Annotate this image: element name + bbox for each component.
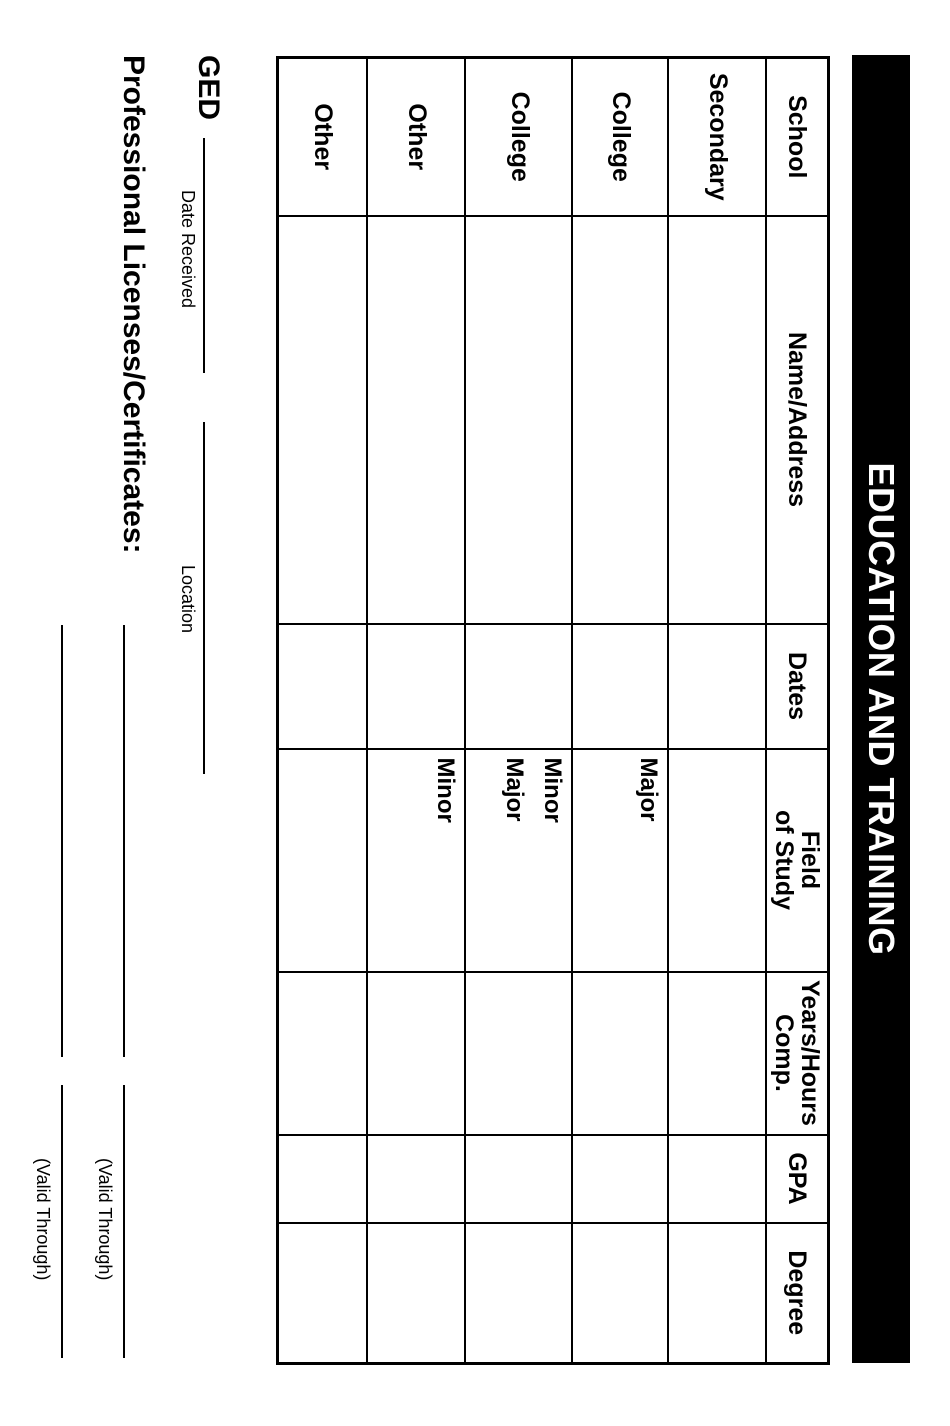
degree-cell[interactable]	[368, 1223, 466, 1364]
row-label-other: Other	[368, 58, 466, 216]
header-field-line2: of Study	[770, 810, 799, 910]
years-hours-cell[interactable]	[278, 972, 368, 1135]
license-1-line[interactable]	[123, 625, 125, 1057]
header-years-hours	[767, 972, 829, 1135]
minor-label: Minor	[432, 757, 460, 823]
dates-cell[interactable]	[573, 624, 669, 749]
gpa-cell[interactable]	[669, 1135, 767, 1223]
degree-cell[interactable]	[573, 1223, 669, 1364]
dates-cell[interactable]	[466, 624, 573, 749]
ged-location-line[interactable]	[203, 422, 205, 774]
field-of-study-cell[interactable]	[573, 749, 669, 972]
dates-cell[interactable]	[278, 624, 368, 749]
major-label: Major	[501, 757, 529, 822]
header-school: School	[767, 58, 829, 216]
degree-cell[interactable]	[466, 1223, 573, 1364]
years-hours-cell[interactable]	[466, 972, 573, 1135]
gpa-cell[interactable]	[368, 1135, 466, 1223]
minor-label: Minor	[539, 757, 567, 823]
header-years-line1: Years/Hours	[796, 980, 825, 1126]
ged-date-received-caption: Date Received	[178, 190, 198, 309]
license-2-valid-through-caption: (Valid Through)	[33, 1158, 53, 1281]
header-row	[767, 58, 829, 1364]
field-of-study-cell[interactable]	[368, 749, 466, 972]
gpa-cell[interactable]	[278, 1135, 368, 1223]
header-name-address: Name/Address	[767, 216, 829, 624]
years-hours-cell[interactable]	[669, 972, 767, 1135]
header-years-line2: Comp.	[770, 1014, 799, 1092]
dates-cell[interactable]	[669, 624, 767, 749]
name-address-cell[interactable]	[573, 216, 669, 624]
name-address-cell[interactable]	[278, 216, 368, 624]
table-row	[368, 58, 466, 1364]
license-2-line[interactable]	[61, 625, 63, 1057]
degree-cell[interactable]	[669, 1223, 767, 1364]
row-label-secondary: Secondary	[669, 58, 767, 216]
header-degree: Degree	[767, 1223, 829, 1364]
major-label: Major	[635, 757, 663, 822]
name-address-cell[interactable]	[466, 216, 573, 624]
header-gpa: GPA	[767, 1135, 829, 1223]
table-row	[573, 58, 669, 1364]
degree-cell[interactable]	[278, 1223, 368, 1364]
licenses-label: Professional Licenses/Certificates:	[117, 55, 150, 554]
license-1-valid-through-line[interactable]	[123, 1085, 125, 1358]
dates-cell[interactable]	[368, 624, 466, 749]
table-row	[669, 58, 767, 1364]
header-dates: Dates	[767, 624, 829, 749]
license-2-valid-through-line[interactable]	[61, 1085, 63, 1358]
ged-location-caption: Location	[178, 565, 198, 634]
header-field-of-study	[767, 749, 829, 972]
ged-date-received-line[interactable]	[203, 138, 205, 373]
field-of-study-cell[interactable]	[278, 749, 368, 972]
section-title: EDUCATION AND TRAINING	[852, 55, 910, 1363]
row-label-college: College	[466, 58, 573, 216]
field-of-study-cell[interactable]	[466, 749, 573, 972]
table-row	[278, 58, 368, 1364]
education-table	[276, 56, 830, 1365]
gpa-cell[interactable]	[573, 1135, 669, 1223]
license-1-valid-through-caption: (Valid Through)	[95, 1158, 115, 1281]
years-hours-cell[interactable]	[573, 972, 669, 1135]
row-label-other: Other	[278, 58, 368, 216]
ged-label: GED	[192, 55, 225, 121]
row-label-college: College	[573, 58, 669, 216]
name-address-cell[interactable]	[669, 216, 767, 624]
gpa-cell[interactable]	[466, 1135, 573, 1223]
years-hours-cell[interactable]	[368, 972, 466, 1135]
table-row	[466, 58, 573, 1364]
name-address-cell[interactable]	[368, 216, 466, 624]
field-of-study-cell[interactable]	[669, 749, 767, 972]
header-field-line1: Field	[796, 830, 825, 890]
